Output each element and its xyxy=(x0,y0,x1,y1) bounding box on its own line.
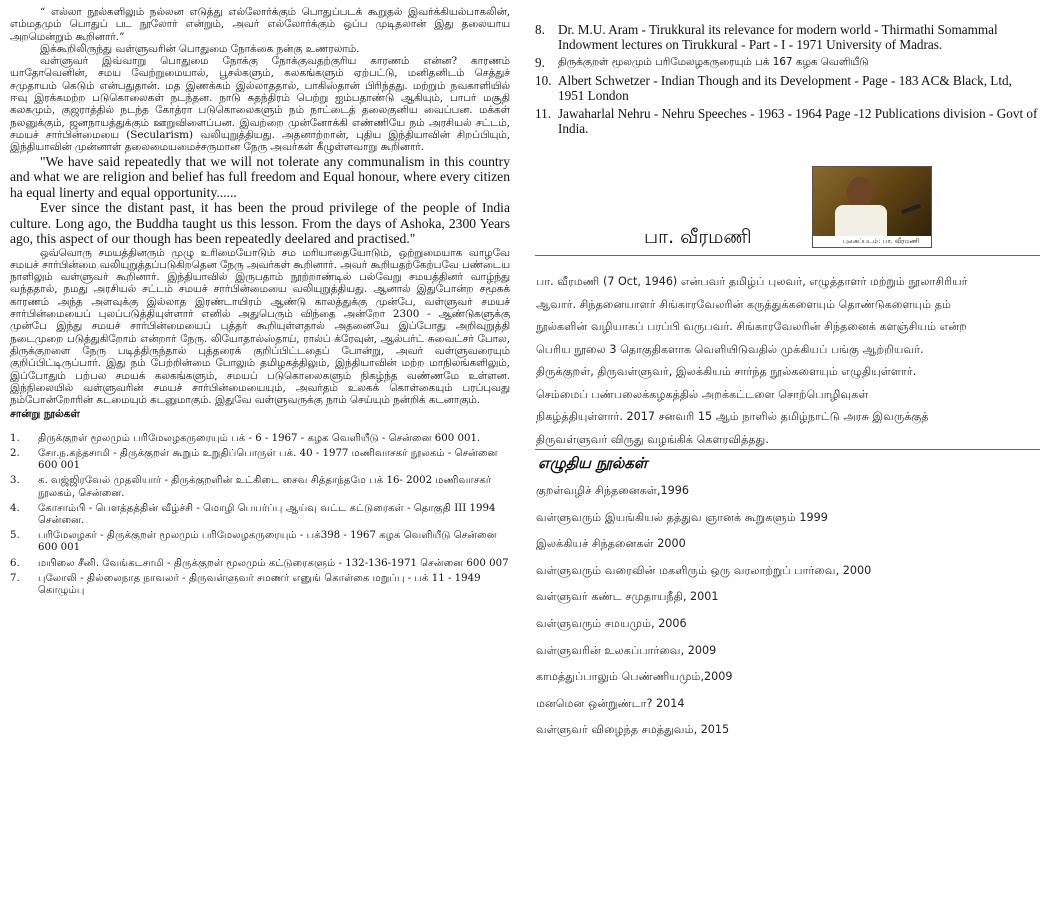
divider xyxy=(535,255,1040,256)
author-photo xyxy=(812,166,932,248)
quote-paragraph-english: "We have said repeatedly that we will not tolerate any communalism in this country and what we are religion and belief has full freedom and Equal honour, where every citizen ha equal linerty and equal opportunity...... xyxy=(10,153,510,200)
reference-number: 11. xyxy=(535,106,551,121)
reference-number: 10. xyxy=(535,73,552,88)
reference-text: மயிலை சீனி. வேங்கடசாமி - திருக்குறள் மூலமும் கட்டுரைகளும் - 132-136-1971 சென்னை 600 007 xyxy=(38,557,509,569)
reference-text: Albert Schwetzer - Indian Though and its Development - Page - 183 AC& Black, Ltd, 1951 London xyxy=(558,73,1012,103)
bio-line: திருவள்ளுவர் விருது வழங்கிக் கௌரவித்தது. xyxy=(536,432,769,446)
reference-item xyxy=(10,433,510,445)
reference-number: 5. xyxy=(10,530,20,542)
books-heading: எழுதிய நூல்கள் xyxy=(538,454,648,472)
reference-item xyxy=(535,73,1040,103)
reference-text: சோ.ந.கந்தசாமி - திருக்குறள் கூறும் உறுதிப்பொருள் பக். 40 - 1977 மணிவாசகர் நூலகம் - சென்னை 600 001 xyxy=(38,447,498,472)
reference-item xyxy=(10,503,510,527)
quote-paragraph-english: Ever since the distant past, it has been the proud privilege of the people of India culture. Long ago, the Buddha taught us this lesson. From the days of Ashoka, 2300 Years ago, this aspect of our though has been repeatedly deelared and practised." xyxy=(10,200,510,247)
bio-line: ஆவார். சிந்தனையாளர் சிங்காரவேலரின் கருத்துக்களையும் தொண்டுகளையும் தம் xyxy=(536,297,951,311)
references-heading: சான்று நூல்கள் xyxy=(10,408,80,421)
references-list xyxy=(10,433,510,597)
photo-face xyxy=(847,177,873,207)
book-item: மனமென ஒன்றுண்டா? 2014 xyxy=(536,696,685,710)
book-item: இலக்கியச் சிந்தனைகள் 2000 xyxy=(536,537,686,551)
reference-item xyxy=(10,573,510,597)
bio-line: நிகழ்த்தியுள்ளார். 2017 சனவரி 15 ஆம் நாளில் தமிழ்நாட்டு அரசு இவருக்குத் xyxy=(536,410,929,423)
book-item: வள்ளுவர் விழைந்த சமத்துவம், 2015 xyxy=(536,723,730,737)
author-bio xyxy=(536,271,1041,451)
book-item: வள்ளுவரின் உலகப்பார்வை, 2009 xyxy=(536,643,717,657)
reference-number: 1. xyxy=(10,432,20,444)
paragraph: ஒவ்வொரு சமயத்தினரும் முழு உரிமையோடும் சம மரியாதையோடும், ஒற்றுமையாக வாழவே சமயச் சார்பின்மை வலியுறுத்தப்படுகிறதென நேரு அவர்கள் கூறினார். அவர் கூறியதற்கேற்பவே பண்டைய நாளிலும் வள்ளுவர் கூறினார். இந்தியாவில் இருபதாம் நூற்றாண்டில் பல்வேறு சமயத்தினர் வாழ்ந்து வந்ததால், நமது அரசியல் சட்டம் சமயச் சார்பின்மையை வலியுறுத்தியது. ஆனால் இதுபோன்ற சமூகக் காரணம் அந்த அளவுக்கு இல்லாத இரண்டாயிரம் ஆண்டு காலத்துக்கு முன்பே, வள்ளுவர் சமயச் சார்பின்மையைப் புலப்படுத்தியுள்ளார் எனில் அதுபெரும் விந்தை அன்றோ 2300 - ஆண்டுகளுக்கு முன்பே இந்து சமயச் சார்பின்மையைப் புத்தர் கூறியுள்ளதால் அதனையே இப்போது அறிவுறுத்தி நடைமுறை படுத்துகிறோம் என்றார் நேரு. லியோதால்ஸ்தாய், ரால்ப் க்ரேவுன், ஆல்பர்ட் சுவைட்சர் போல, திருக்குறளை நேரு படித்திருந்தால் புத்தரைக் குறிப்பிட்டதைப் போன்று, அவர் வள்ளுவரையும் குறிப்பிட்டிருப்பார். இது நம் பேற்றின்மை போலும் தமிழகத்திலும், இந்தியாவின் மற்ற மாநிலங்களிலும், இப்போதும் பற்பல சமயக் கலகங்களும், சமயப் படுகொலைகளும் நிகழ்ந்த வண்ணமே உள்ளன. இந்நிலையில் வள்ளுவரின் சமயச் சார்பின்மையையும், அவர்தம் உலகக் கொள்கையும் பரப்புவது நம்போன்றோரின் கடமையும் கடனுமாகும். இதுவே வள்ளுவருக்கு நாம் செய்யும் நன்றிக் கடனாகும். xyxy=(10,246,510,407)
paragraph: வள்ளுவர் இவ்வாறு பொதுமை நோக்கு நோக்குவதற்குரிய காரணம் என்ன? காரணம் யாதோவெனின், சமய வேற்றுமையால், பூசல்களும், கலகங்களும் ஏற்பட்டு, மனிதனிடம் செத்துச் சமுதாயம் கெடும் என்பதுதான். மத இணக்கம் இல்லாததால், பாகிஸ்தான் பிரிந்தது. மற்றும் நவகாளியில் ஈவு இரக்கமற்ற படுகொலைகள் நடந்தன. நாடு சுதந்திரம் பெற்று ஐம்பதாண்டு ஆகியும், பாபர் மசூதி கலகமும், குஜராத்தில் நடந்த கோத்ரா படுகொலைகளும் நம் நாட்டைத் தலைகுனிய வைப்பன. மக்கள் நலனுக்கும், ஜனநாயத்துக்கும் ஊறுவிளைப்பன. இவற்றை முன்னோக்கி எண்ணியே நம் அரசியல் சட்டம், சமயச் சார்பின்மையை (Secularism) வலியுறுத்தியது. அதனாற்றான், புதிய இந்தியாவின் சிறப்பியும், இந்தியாவின் முன்னாள் தலைமையமைச்சருமான நேரு அவர்கள் கீழுள்ளவாறு கூறினார். xyxy=(10,55,510,154)
microphone-icon xyxy=(901,204,921,215)
book-item: காமத்துப்பாலும் பெண்ணியமும்,2009 xyxy=(536,670,733,684)
reference-text: பரிமேலழகர் - திருக்குறள் மூலமும் பரிமேலழகருரையும் - பக்398 - 1967 கழக வெளியீடு சென்னை 600 001 xyxy=(38,530,497,554)
reference-item xyxy=(10,530,510,554)
book-item: வள்ளுவர் கண்ட சமுதாயநீதி, 2001 xyxy=(536,590,719,604)
reference-number: 7. xyxy=(10,572,20,584)
left-column xyxy=(10,6,510,600)
reference-text: புலோலி - தில்லைநாத நாவலர் - திருவள்ளுவர் சமணர் எனுங் கொள்கை மறுப்பு - பக் 11 - 1949 கொழும்பு xyxy=(38,572,481,596)
divider xyxy=(535,449,1040,450)
reference-item xyxy=(535,55,1040,70)
bio-line: பெரிய நூலை 3 தொகுதிகளாக வெளியிடுவதில் முக்கியப் பங்கு ஆற்றியவர். xyxy=(536,342,924,356)
photo-shirt xyxy=(835,205,887,239)
reference-text: க. வஜ்ஜிரவேல் முதலியார் - திருக்குறளின் உட்கிடை சைவ சித்தாந்தமே பக் 16- 2002 மணிவாசகர் நூலகம், சென்னை. xyxy=(38,475,492,499)
reference-item xyxy=(10,448,510,472)
reference-text: திருக்குறள் மூலமும் பரிமேலழகருரையும் பக் - 6 - 1967 - கழக வெளியீடு - சென்னை 600 001. xyxy=(38,432,481,444)
reference-item xyxy=(535,22,1040,52)
bio-line: செம்மைப் பண்பலைக்கழகத்தில் அறக்கட்டளை சொற்பொழிவுகள் xyxy=(536,387,869,401)
book-item: வள்ளுவரும் வரைவின் மகளிரும் ஒரு வரலாற்றுப் பார்வை, 2000 xyxy=(536,563,872,577)
reference-number: 4. xyxy=(10,502,20,514)
reference-number: 9. xyxy=(535,55,545,70)
bio-line: திருக்குறள், திருவள்ளுவர், இலக்கியம் சார்ந்த நூல்களையும் எழுதியுள்ளார். xyxy=(536,365,917,378)
reference-item xyxy=(10,558,510,570)
photo-caption: புகைப்படம்: பா. வீரமணி xyxy=(813,236,931,247)
reference-text: Dr. M.U. Aram - Tirukkural its relevance for modern world - Thirmathi Somammal Indowment lectures on Tirukkural - Part - I - 1971 University of Madras. xyxy=(558,22,998,52)
references-list-continued xyxy=(535,22,1040,139)
reference-number: 6. xyxy=(10,557,20,569)
reference-item xyxy=(535,106,1040,136)
reference-number: 2. xyxy=(10,447,20,459)
paragraph: இக்கூறிலிருந்து வள்ளுவரின் பொதுமை நோக்கை நன்கு உணரலாம். xyxy=(40,42,360,55)
bio-line: பா. வீரமணி (7 Oct, 1946) என்பவர் தமிழ்ப் புலவர், எழுத்தாளர் மற்றும் நூலாசிரியர் xyxy=(536,275,968,288)
author-name: பா. வீரமணி xyxy=(644,226,752,248)
reference-text: Jawaharlal Nehru - Nehru Speeches - 1963 - 1964 Page -12 Publications division - Govt of India. xyxy=(558,106,1038,136)
book-item: வள்ளுவரும் சமயமும், 2006 xyxy=(536,616,687,630)
reference-text: திருக்குறள் மூலமும் பரிமேலழகருரையும் பக் 167 கழக வெளியீடு xyxy=(558,56,869,68)
paragraph: “ எல்லா நூல்களிலும் நல்லன எடுத்து எல்லோர்க்கும் பொதுப்படக் கூறுதல் இவர்க்கியல்பாகலின், எம்மதமும் பொதுப் பட நூலோர் என்றும், அவர் எல்லோர்க்கும் ஒப்ப முடிதலான் இது தலையாய அறமென்றும் கூறினார்.” xyxy=(10,6,510,43)
reference-number: 8. xyxy=(535,22,545,37)
reference-text: கோசாம்பி - பௌத்தத்தின் வீழ்ச்சி - மொழி பெயர்ப்பு ஆய்வு வட்ட கட்டுரைகள் - தொகுதி III 1994 சென்னை. xyxy=(38,502,496,526)
book-item: குறள்வழிச் சிந்தனைகள்,1996 xyxy=(536,484,689,497)
reference-item xyxy=(10,475,510,499)
bio-line: நூல்களின் வழியாகப் பரப்பி வருபவர். சிங்காரவேலரின் சிந்தனைக் களஞ்சியம் என்ற xyxy=(536,320,967,333)
books-list xyxy=(536,484,871,750)
book-item: வள்ளுவரும் இயங்கியல் தத்துவ ஞானக் கூறுகளும் 1999 xyxy=(536,510,828,524)
reference-number: 3. xyxy=(10,475,20,487)
